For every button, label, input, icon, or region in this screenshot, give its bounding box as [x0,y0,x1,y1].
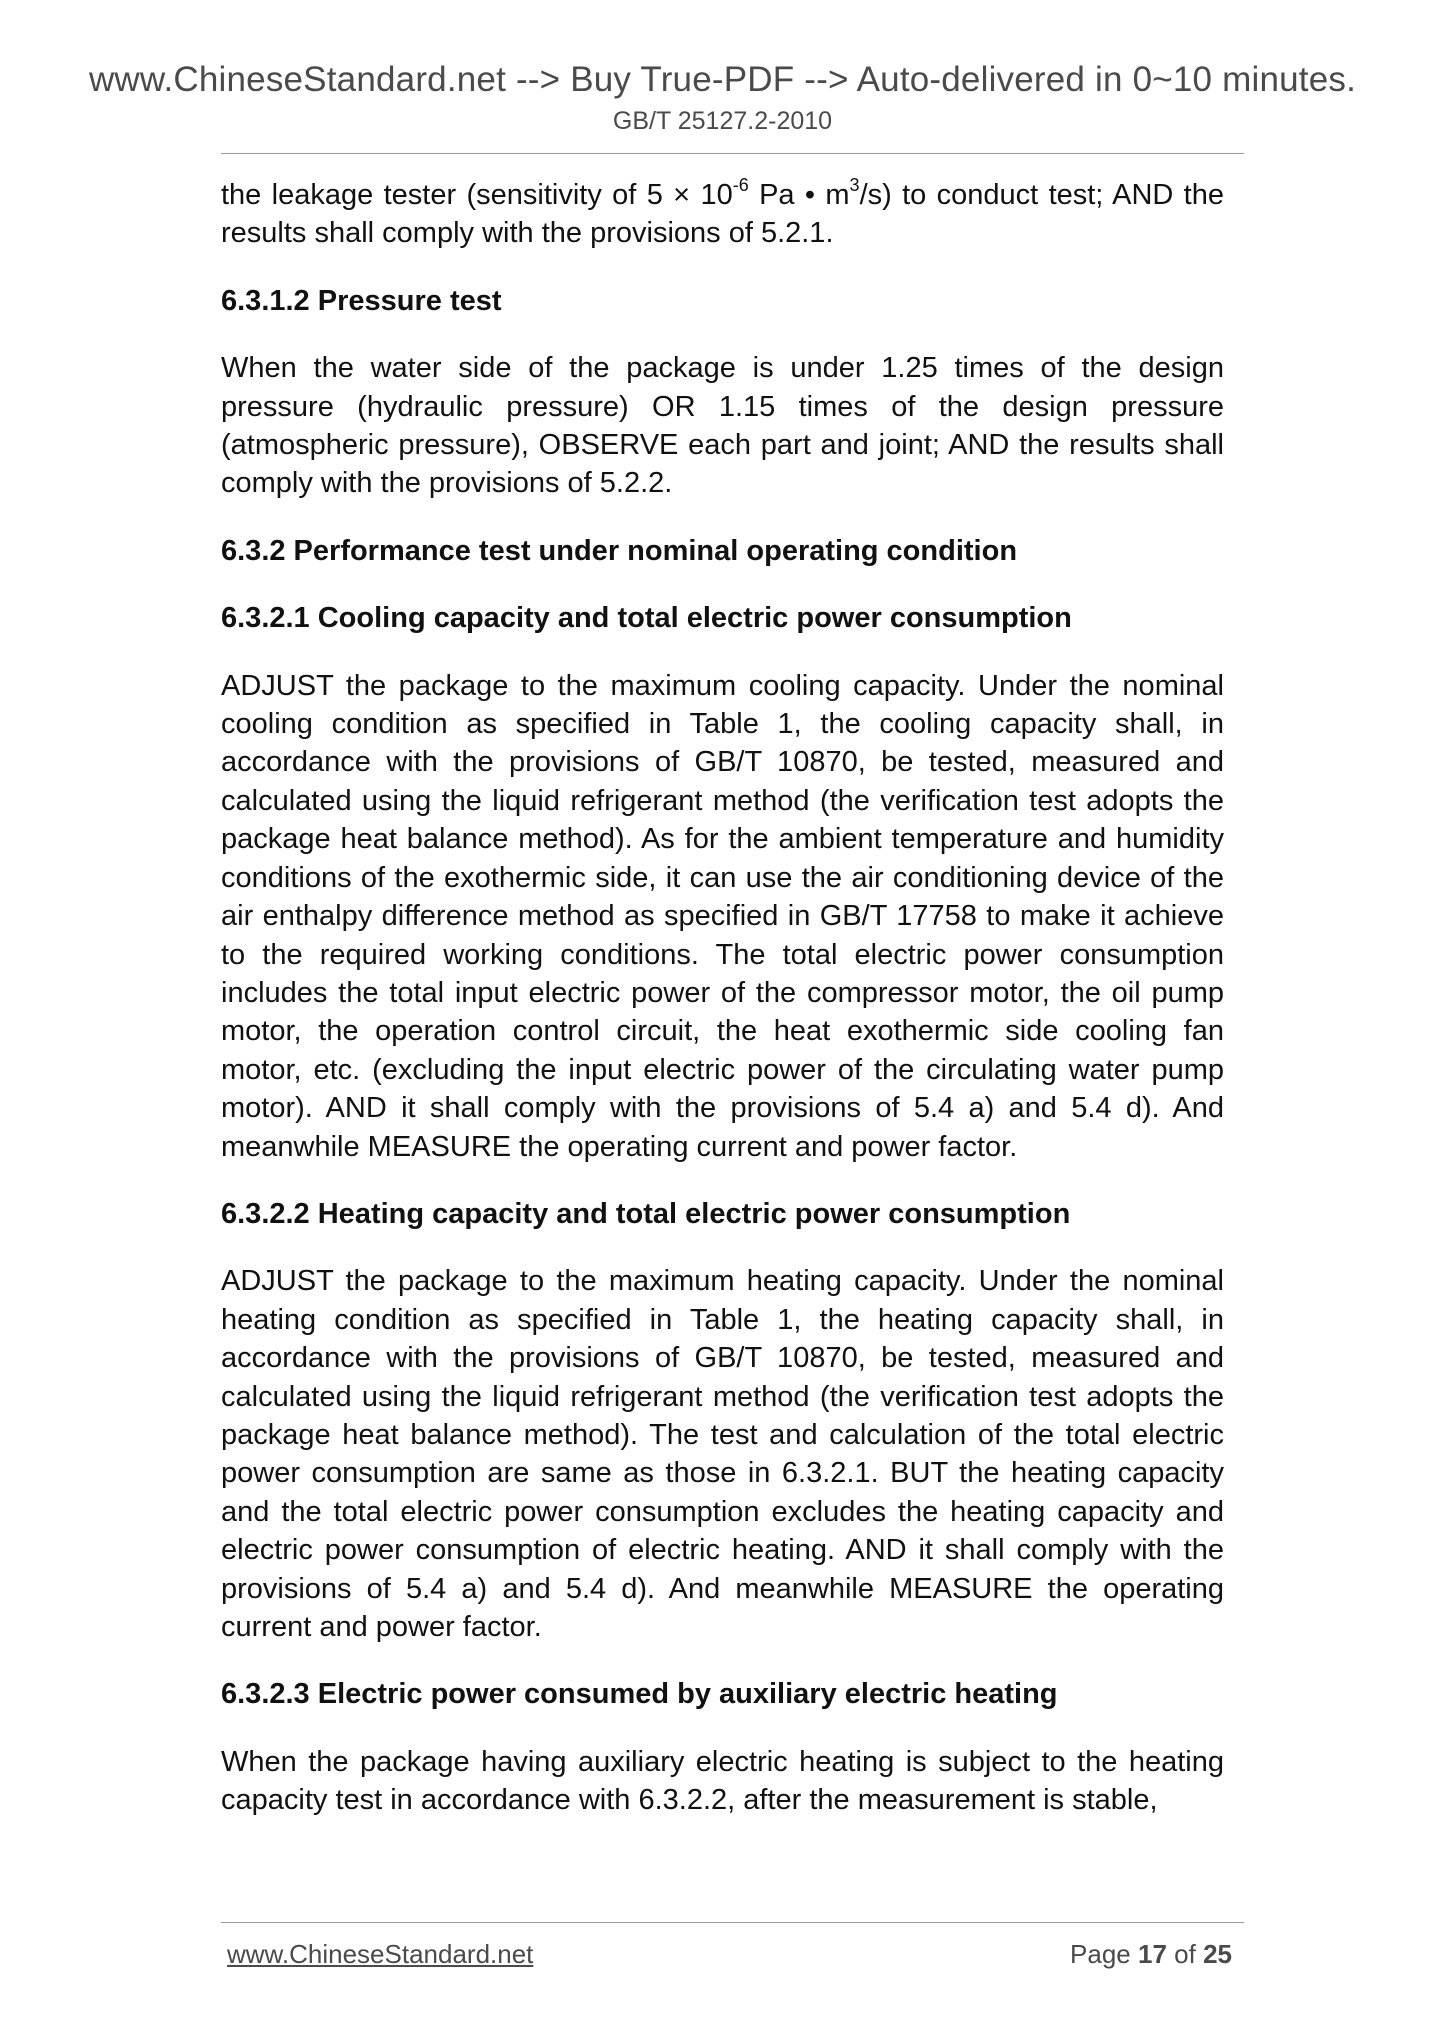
section-paragraph-6-3-1-2: When the water side of the package is under 1.25 times of the design pressure (hydraulic pressure) OR 1.15 times of the design pressure (atmospheric pressure), OBSERVE each part and joint; AND the results shall comply with the provisions of 5.2.2. [221,352,1224,500]
section-paragraph-6-3-2-3: When the package having auxiliary electric heating is subject to the heating capacity test in accordance with 6.3.2.2, after the measurement is stable, [221,1745,1224,1817]
page-number [1070,1936,1232,1972]
page-footer [221,1936,1244,1976]
section-paragraph-6-3-2-1: ADJUST the package to the maximum cooling capacity. Under the nominal cooling condition as specified in Table 1, the cooling capacity shall, in accordance with the provisions of GB/T 10870, be tested, measured and calculated using the liquid refrigerant method (the verification test adopts the package heat balance method). As for the ambient temperature and humidity conditions of the exothermic side, it can use the air conditioning device of the air enthalpy difference method as specified in GB/T 17758 to make it achieve to the required working conditions. The total electric power consumption includes the total input electric power of the compressor motor, the oil pump motor, the operation control circuit, the heat exothermic side cooling fan motor, etc. (excluding the input electric power of the circulating water pump motor). AND it shall comply with the provisions of 5.4 a) and 5.4 d). And meanwhile MEASURE the operating current and power factor. [221,669,1224,1163]
intro-text-1: the leakage tester (sensitivity of 5 × 10 [221,179,733,211]
page-header [0,0,1445,136]
section-heading-6-3-1-2: 6.3.1.2 Pressure test [221,284,502,317]
document-id: GB/T 25127.2-2010 [612,107,833,135]
current-page: 17 [1138,1939,1167,1969]
footer-site-link[interactable]: www.ChineseStandard.net [227,1939,534,1969]
section-heading-6-3-2-1: 6.3.2.1 Cooling capacity and total electric power consumption [221,602,1072,635]
section-heading-6-3-2: 6.3.2 Performance test under nominal operating condition [221,534,1018,567]
footer-divider [221,1922,1244,1923]
intro-paragraph [221,176,1224,253]
intro-text-2: Pa • m [748,179,850,211]
section-heading-6-3-2-3: 6.3.2.3 Electric power consumed by auxiliary electric heating [221,1678,1058,1711]
exponent: -6 [732,175,749,196]
section-heading-6-3-2-2: 6.3.2.2 Heating capacity and total electric power consumption [221,1197,1071,1230]
document-body [221,176,1224,1849]
page-word: Page [1070,1939,1131,1969]
page-of-word: of [1174,1939,1196,1969]
intro-text-3: /s) to conduct test; AND the results shall comply with the provisions of 5.2.1. [221,179,1224,250]
header-divider [221,153,1244,154]
exponent: 3 [849,175,860,196]
total-pages: 25 [1203,1939,1232,1969]
section-paragraph-6-3-2-2: ADJUST the package to the maximum heating capacity. Under the nominal heating condition as specified in Table 1, the heating capacity shall, in accordance with the provisions of GB/T 10870, be tested, measured and calculated using the liquid refrigerant method (the verification test adopts the package heat balance method). The test and calculation of the total electric power consumption are same as those in 6.3.2.1. BUT the heating capacity and the total electric power consumption excludes the heating capacity and electric power consumption of electric heating. AND it shall comply with the provisions of 5.4 a) and 5.4 d). And meanwhile MEASURE the operating current and power factor. [221,1265,1224,1643]
header-banner: www.ChineseStandard.net --> Buy True-PDF --> Auto-delivered in 0~10 minutes. [88,60,1357,99]
